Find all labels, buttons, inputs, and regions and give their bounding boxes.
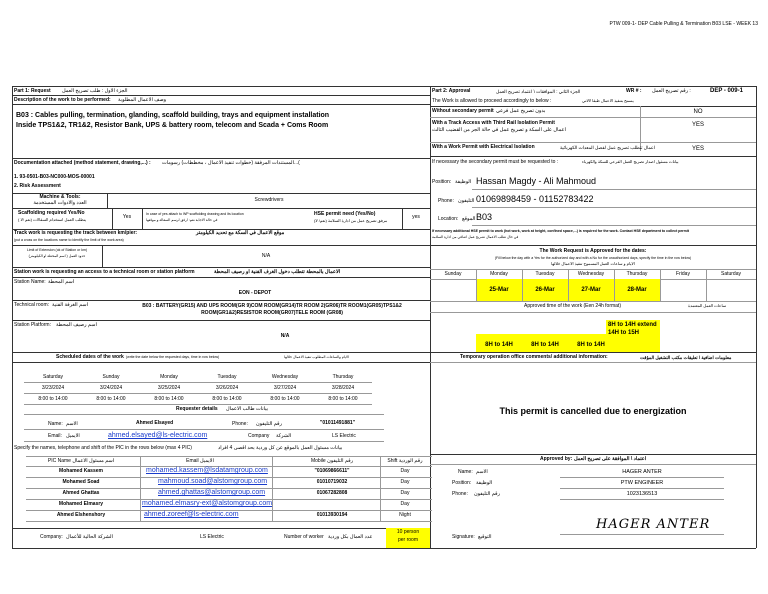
track-label-arabic: موقع الاعمال في السكة مع تحديد الكيلومتر <box>196 230 285 236</box>
pic-header-email: Email الايميل <box>186 458 214 464</box>
approved-by-label-arabic: اعتماد \ الموافقة على تصريح العمل <box>574 456 647 462</box>
location-label: Location: <box>438 216 459 222</box>
station-name-label-arabic: اسم المحطة <box>48 279 75 285</box>
additional-hse-note: If necessary additional HSE permit to work (hot work, work at height, confined space,...) is required for the work. Contact HSE department to collect permit <box>432 229 689 233</box>
additional-hse-note-arabic: في حال تطلب الاعمال تصريح عمل اضافي من ادارة السلامة <box>432 235 519 239</box>
tech-room-top-divider <box>12 300 430 301</box>
pic-name: Mohamed Soad <box>62 479 100 485</box>
schedule-date-5: 3/27/2024 <box>273 385 297 391</box>
signature-label-arabic: التوقيع <box>478 534 492 540</box>
approved-day-tuesday: Tuesday <box>535 271 555 277</box>
signature-label: Signature: <box>452 534 475 540</box>
schedule-label-arabic: الايام والساعات المطلوب تنفيذ الاعمال خلالها <box>284 355 349 359</box>
temp-office-divider <box>430 362 756 363</box>
approver-phone-underline <box>560 499 724 500</box>
scaffolding-label: Scaffolding required Yes/No <box>18 210 85 216</box>
description-divider <box>12 104 430 105</box>
position-label: Position: <box>432 179 452 185</box>
allowed-divider <box>430 106 756 107</box>
documentation-label: Documentation attached (method statement, drawing,...) : <box>14 160 151 166</box>
approved-col-line <box>660 269 661 301</box>
approved-by-label: Approved by: <box>540 456 573 462</box>
pic-name: Ahmed Elshenshory <box>56 512 106 518</box>
pic-name: Ahmed Ghattas <box>62 490 100 496</box>
approver-phone-value: 1023136513 <box>626 491 658 497</box>
approver-phone-label-arabic: رقم التليفون <box>474 491 500 497</box>
pic-shift: Day <box>400 501 410 507</box>
schedule-date-6: 3/28/2024 <box>331 385 355 391</box>
workers-value-line-2: per room <box>397 537 418 543</box>
approved-col-line <box>568 269 569 301</box>
approved-day-sunday: Sunday <box>444 271 462 277</box>
description-line-2: Inside TPS1&2, TR1&2, Resistor Bank, UPS & battery room, telecom and Scada + Coms Room <box>16 122 329 129</box>
electrical-isolation-value: YES <box>691 146 704 152</box>
approved-day-friday: Friday <box>676 271 690 277</box>
station-name-label: Station Name: <box>14 279 46 285</box>
schedule-date-2: 3/24/2024 <box>99 385 123 391</box>
requester-email-label-arabic: الايميل <box>66 433 80 439</box>
scaffolding-note-arabic: في حالة الاجابة نعم: ارفق لرسم السقالة و موقعها <box>146 218 218 222</box>
approved-time-note-arabic: ساعات العمل المعتمدة <box>688 303 727 308</box>
schedule-time-1: 8:00 to 14:00 <box>38 396 68 402</box>
requester-name-value: Ahmed Elsayed <box>136 420 174 426</box>
pic-name: Mohamed Elmasry <box>58 501 104 507</box>
approved-col-line <box>614 269 615 301</box>
pic-email[interactable]: ahmed.zoreef@ls-electric.com <box>144 511 239 518</box>
without-secondary-label-arabic: بدون تصريح عمل فرعي <box>496 108 546 114</box>
secondary-permit-note: If necessary the secondary permit must be requested to : <box>432 159 559 165</box>
pic-shift: Day <box>400 490 410 496</box>
temp-office-comment-label: Temporary operation office comments/ additional information: <box>460 354 608 360</box>
frame-right-line <box>756 86 757 548</box>
approved-by-top-divider <box>430 454 756 455</box>
requester-email-label: Email: <box>48 433 62 439</box>
workers-label-arabic: عدد العمال بكل وردية <box>328 534 373 540</box>
location-underline <box>472 225 756 226</box>
tech-room-value-line-1: B03 : BATTERY(GR15) AND UPS ROOM(GR 9)COM ROOM(GR14)TR ROOM 2(GR06)TR ROOM1(GR05)TPS1&2 <box>142 303 402 309</box>
without-secondary-label: Without secondary permit <box>432 108 494 114</box>
wr-number-label: WR # : <box>626 88 642 94</box>
requester-email-divider <box>24 441 384 442</box>
platform-top-divider <box>12 320 430 321</box>
station-access-label-arabic: الاعمال بالمحطة تتطلب دخول الغرف الفنية او رصيف المحطة <box>214 269 341 275</box>
schedule-time-divider <box>24 404 372 405</box>
station-access-label: Station work is requesting an access to a technical room or station platform <box>14 269 195 275</box>
schedule-label: Scheduled dates of the work <box>56 354 124 360</box>
schedule-note: (write the date below the requested days, time in row below) <box>126 355 220 359</box>
pic-note-arabic: بيانات مسئول العمل بالموقع عن كل وردية بحد اقصى 4 افراد <box>218 445 343 451</box>
secondary-phone-label: Phone: <box>438 198 454 204</box>
pic-mobile: "01069866611" <box>314 468 350 474</box>
pic-mobile: 01067282808 <box>316 490 348 496</box>
row2-divider <box>430 142 756 143</box>
schedule-top-divider <box>12 352 430 353</box>
schedule-day-sunday: Sunday <box>102 374 120 380</box>
machine-tools-value: Screwdrivers <box>254 197 284 203</box>
approved-time-monday: 8H to 14H <box>485 342 513 348</box>
secondary-phone-value: 01069898459 - 01152783422 <box>476 194 594 204</box>
schedule-day-saturday: Saturday <box>42 374 63 380</box>
permit-rows-divider <box>430 156 756 157</box>
approved-day-thursday: Thursday <box>626 271 648 277</box>
approver-name-value: HAGER ANTER <box>622 469 662 475</box>
requester-name-label-arabic: الاسم <box>66 421 78 427</box>
schedule-day-tuesday: Tuesday <box>217 374 237 380</box>
station-name-top-divider <box>12 277 430 278</box>
pic-col-line <box>140 456 141 521</box>
limit-value: N/A <box>261 253 271 259</box>
requester-phone-value: "01011491881" <box>320 420 356 426</box>
schedule-time-3: 8:00 to 14:00 <box>154 396 184 402</box>
station-name-value: EON - DEPOT <box>238 290 272 296</box>
electrical-isolation-label-arabic: اعمال تتطلب تصريح عمل لفصل المعدات الكهربائية <box>560 145 655 150</box>
pic-table-top <box>26 456 432 457</box>
pic-mobile: 01013930194 <box>316 512 348 518</box>
requester-name-divider <box>24 429 384 430</box>
approved-times-divider <box>430 352 756 353</box>
wr-number-label-arabic: رقم تصريح العمل : <box>652 88 691 94</box>
approved-by-header-divider <box>430 464 756 465</box>
pic-email[interactable]: ahmed.ghattas@alstomgroup.com <box>158 489 266 496</box>
approver-signature-underline <box>560 534 724 535</box>
pic-shift: Day <box>400 479 410 485</box>
platform-label-arabic: اسم رصيف المحطة <box>56 322 97 328</box>
location-value: B03 <box>476 212 493 222</box>
document-1: 1. 93-0501-B03-NC000-MOS-00001 <box>14 174 95 180</box>
company-footer-value: LS Electric <box>200 534 224 540</box>
document-2: 2. Risk Assessment <box>14 183 61 189</box>
part1-title-divider <box>12 95 430 96</box>
secondary-permit-note-arabic: بيانات مسئول اصدار تصريح العمل الفرعي للسكة والكهرباء <box>582 159 679 164</box>
position-underline <box>472 189 756 190</box>
without-secondary-value: NO <box>693 109 703 115</box>
description-label-arabic: وصف الاعمال المطلوبة <box>118 97 167 103</box>
platform-label: Station Platform: <box>14 322 51 328</box>
allowed-note-arabic: يسمح بتنفيذ الاعمال طبقا لالاتي <box>582 98 634 103</box>
approved-dates-note-arabic: الايام و ساعات العمل المسموح تنفيذ الاعمال خلالها <box>551 261 635 266</box>
docs-divider <box>12 158 430 159</box>
scaffolding-note: In case of yes attach to WP scaffolding drawing and its location <box>146 212 244 216</box>
track-label: Track work is requesting the track between km/pier: <box>14 230 138 236</box>
part2-title: Part 2: Approval <box>432 88 471 94</box>
position-label-arabic: الوظيفة <box>455 179 472 185</box>
schedule-time-4: 8:00 to 14:00 <box>212 396 242 402</box>
approved-day-wednesday: Wednesday <box>577 271 605 277</box>
approver-position-label: Position: <box>452 480 472 486</box>
scaffolding-value: Yes <box>122 214 132 220</box>
pic-mobile: 01010719032 <box>316 479 348 485</box>
schedule-day-divider <box>24 382 372 383</box>
requester-name-label: Name: <box>48 421 63 427</box>
company-footer-label-arabic: الشركة الحالية للأعمال <box>66 534 113 540</box>
requester-company-label-arabic: الشركة <box>276 433 292 439</box>
pic-shift: Day <box>400 468 410 474</box>
limit-top-divider <box>12 245 430 246</box>
secondary-phone-label-arabic: التليفون <box>458 198 475 204</box>
pic-table-bottom <box>26 521 432 522</box>
requester-phone-label-arabic: رقم التليفون <box>256 421 282 427</box>
approved-time-thursday: 8H to 14H extend 14H to 15H <box>608 322 657 337</box>
document-reference: PTW 009-1- DEP Cable Pulling & Termination B03 LSE - WEEK 13 <box>609 21 758 27</box>
pic-col-line <box>380 456 381 521</box>
hse-permit-label-arabic: مرفق تصريح عمل من ادارة السلامة (نعم/ لا) <box>314 218 388 223</box>
limit-label-arabic: حدود العمل ( اسم المحطة او الكيلومتر) <box>28 254 86 258</box>
approved-time-wednesday: 8H to 14H <box>577 342 605 348</box>
limit-label: Limit of Extension (ok of Station or km) <box>26 248 88 252</box>
wr-number-value: DEP - 009-1 <box>710 88 743 94</box>
station-access-top-divider <box>12 267 430 268</box>
frame-bottom-line <box>12 548 756 549</box>
pic-email[interactable]: mohamed.elmasry-ext@alstomgroup.com <box>142 500 273 507</box>
approved-col-line <box>706 269 707 301</box>
approved-header-divider <box>430 269 756 270</box>
pic-email[interactable]: mohamed.kassem@lsdatamgroup.com <box>146 467 268 474</box>
pic-col-line <box>272 456 273 521</box>
approver-name-label: Name: <box>458 469 473 475</box>
schedule-header-divider <box>12 362 430 363</box>
approved-date-thursday: 28-Mar <box>627 287 647 293</box>
secondary-phone-underline <box>472 207 756 208</box>
scaffold-col-line-2 <box>142 208 143 229</box>
schedule-day-thursday: Thursday <box>332 374 354 380</box>
description-label: Description of the work to be performed: <box>14 97 111 103</box>
approver-name-underline <box>560 477 724 478</box>
platform-value: N/A <box>280 333 290 339</box>
approved-day-monday: Monday <box>490 271 508 277</box>
schedule-date-divider <box>24 393 372 394</box>
schedule-day-wednesday: Wednesday <box>271 374 299 380</box>
pic-header-shift: Shift رقم الوردية <box>387 458 423 464</box>
workers-value-line-1: 10 person <box>396 529 420 535</box>
approved-time-tuesday: 8H to 14H <box>531 342 559 348</box>
approved-dates-title: The Work Request is Approved for the dates: <box>539 248 647 254</box>
documentation-label-arabic: المستندات المرفقة (خطوات تنفيذ الاعمال ، مخططات) رسومات...( <box>162 160 300 166</box>
approved-time-header-divider <box>430 312 756 313</box>
frame-top-line <box>12 86 756 87</box>
position-value: Hassan Magdy - Ali Mahmoud <box>476 176 597 186</box>
workers-label: Number of worker <box>284 534 324 540</box>
requester-phone-label: Phone: <box>232 421 248 427</box>
scaffolding-label-arabic: يتطلب العمل استخدام السقالات (نعم /لا ) <box>18 217 87 222</box>
approver-phone-label: Phone: <box>452 491 468 497</box>
track-access-value: YES <box>691 122 704 128</box>
tech-room-label-arabic: اسم الغرفة الفنية <box>52 302 88 308</box>
approver-position-label-arabic: الوظيفة <box>476 480 493 486</box>
hse-permit-label: HSE permit need (Yes/No) <box>314 211 376 217</box>
schedule-date-3: 3/25/2024 <box>157 385 181 391</box>
machine-tools-label-arabic: العدد والادوات المستخدمة <box>33 200 87 206</box>
allowed-note: The Work is allowed to proceed accordingly to below : <box>432 98 552 104</box>
frame-left-line <box>12 86 13 548</box>
pic-email[interactable]: mahmoud.soad@alstomgroup.com <box>158 478 268 485</box>
requester-company-value: LS Electric <box>332 433 356 439</box>
approved-time-note: Approved time of the work (Een 24h format) <box>524 303 621 309</box>
machine-tools-label: Machine & Tools: <box>39 194 81 200</box>
electrical-isolation-label: With a Work Permit with Electrical Isolation <box>432 144 535 150</box>
pic-header-mobile: Mobile رقم التليفون <box>310 458 354 464</box>
tech-room-value-line-2: ROOM(GR1&2)RESISTOR ROOM(GR07)TELE ROOM (GR08) <box>201 310 343 316</box>
part1-title-arabic: الجزء الاول : طلب تصريح العمل <box>62 88 128 94</box>
approved-col-line <box>522 269 523 301</box>
track-access-label: With a Track Access with Third Rail Isolation Permit <box>432 120 555 126</box>
approved-day-saturday: Saturday <box>720 271 741 277</box>
requester-company-label: Company <box>248 433 270 439</box>
pic-header-name: PIC Name اسم مسئول الاعمال <box>47 458 115 464</box>
schedule-time-2: 8:00 to 14:00 <box>96 396 126 402</box>
tech-room-label: Technical room: <box>14 302 50 308</box>
company-footer-label: Company: <box>40 534 63 540</box>
requester-title: Requester details <box>176 406 218 412</box>
approver-position-value: PTW ENGINEER <box>620 480 664 486</box>
requester-email-link[interactable]: ahmed.elsayed@ls-electric.com <box>108 432 208 439</box>
approved-date-monday: 25-Mar <box>489 287 509 293</box>
track-note: (put a cross on the locations name to identify the limit of the work area) <box>14 238 124 242</box>
approved-date-wednesday: 27-Mar <box>581 287 601 293</box>
row1-divider <box>430 117 756 118</box>
schedule-day-monday: Monday <box>160 374 178 380</box>
footer-top-divider <box>12 528 430 529</box>
approved-date-divider <box>430 301 756 302</box>
cancellation-note: This permit is cancelled due to energization <box>499 406 687 416</box>
location-label-arabic: الموقع <box>462 216 476 222</box>
schedule-date-1: 3/23/2024 <box>41 385 65 391</box>
part1-title: Part 1: Request <box>14 88 51 94</box>
requester-title-divider <box>24 414 384 415</box>
approver-signature: HAGER ANTER <box>596 517 711 532</box>
pic-shift: Night <box>399 512 411 518</box>
approved-col-line <box>476 269 477 301</box>
additional-divider <box>430 245 756 246</box>
requester-title-arabic: بيانات طالب الاعمال <box>226 406 269 412</box>
approved-date-tuesday: 26-Mar <box>535 287 555 293</box>
pic-name: Mohamed Kassem <box>59 468 103 474</box>
schedule-date-4: 3/26/2024 <box>215 385 239 391</box>
track-access-label-arabic: اعمال على السكة و تصريح عمل في حالة الجر من القضيب الثالث <box>432 127 566 133</box>
scaffold-top-divider <box>12 208 430 209</box>
hse-permit-value: yes <box>412 214 420 220</box>
schedule-time-5: 8:00 to 14:00 <box>270 396 300 402</box>
approved-dates-note: (Fill below the day with a Yes for the authorized day and with a No for the unauthorized days, specify the time in the row below) <box>494 256 692 260</box>
part2-title-arabic: الجزء الثاني : الموافقات \ اعتماد تصريح العمل <box>496 89 581 94</box>
schedule-time-6: 8:00 to 14:00 <box>328 396 358 402</box>
temp-office-comment-label-arabic: معلومات اضافية \ تعليقات مكتب التشغيل المؤقت <box>640 355 732 360</box>
pic-note: Specify the names, telephone and shift of the PIC in the rows below (max 4 PIC) <box>14 445 192 451</box>
description-line-1: B03 : Cables pulling, termination, glanding, scaffold building, trays and equipment installation <box>16 112 330 119</box>
approver-name-label-arabic: الاسم <box>476 469 488 475</box>
approver-position-underline <box>560 488 724 489</box>
